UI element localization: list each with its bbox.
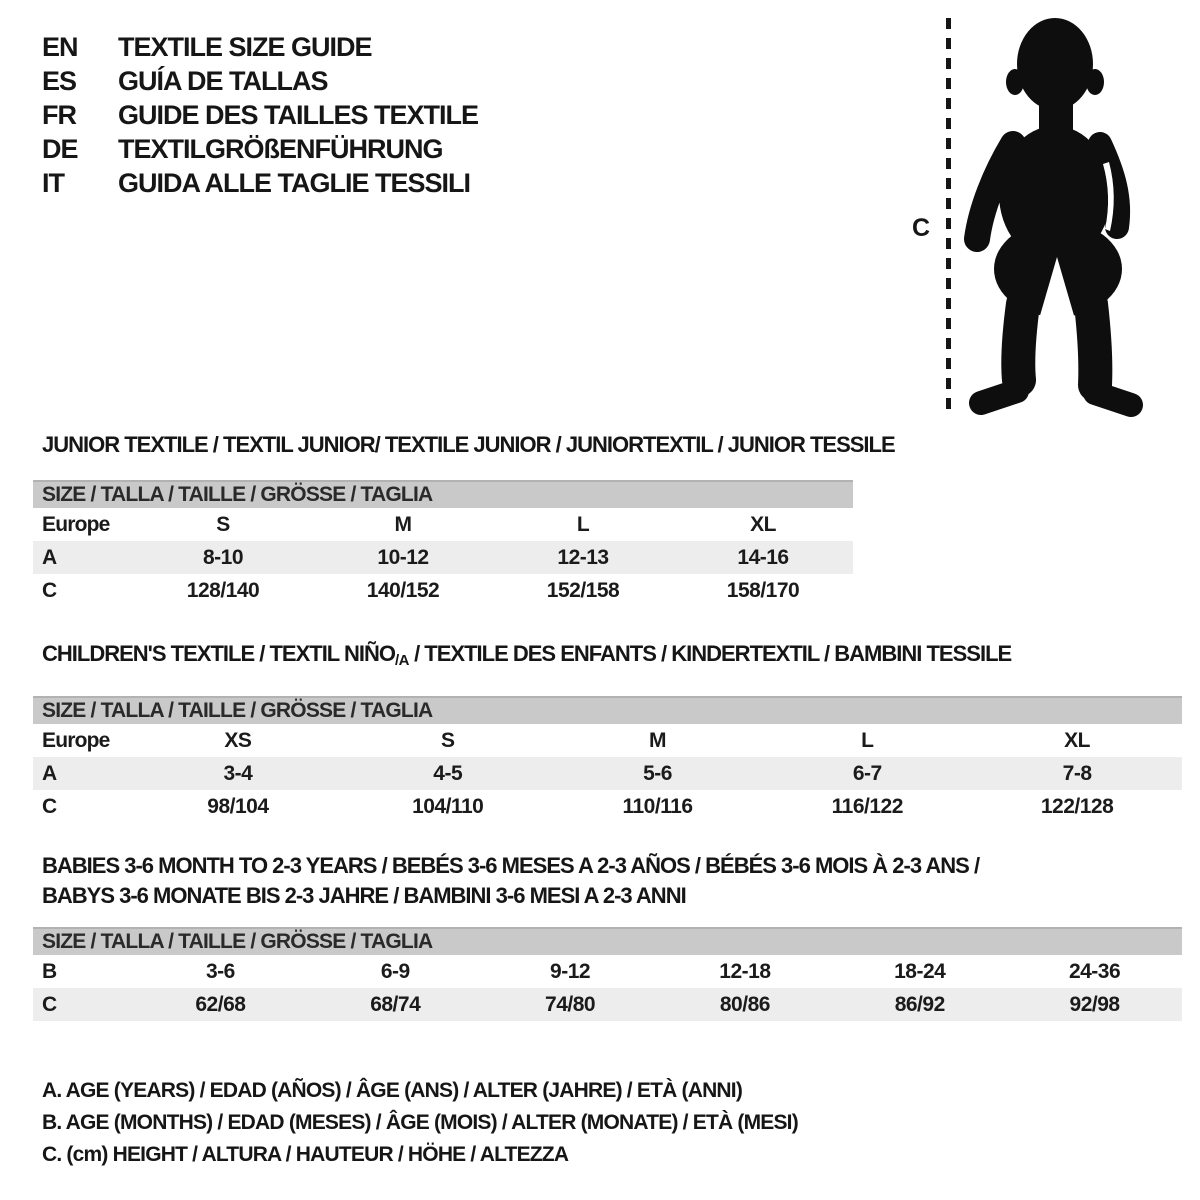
language-code: ES [42,66,77,96]
section-babies-textile [33,851,1182,1021]
language-code: DE [42,134,78,164]
size-cell: L [576,512,590,536]
size-cell: 80/86 [719,992,770,1016]
language-title: GUIDA ALLE TAGLIE TESSILI [118,168,470,198]
size-cell: XL [750,512,776,536]
size-cell: 122/128 [1040,794,1114,818]
size-cell: 8-10 [202,545,244,569]
language-code: EN [42,32,78,62]
language-row [42,98,478,132]
legend-line-a: A. AGE (YEARS) / EDAD (AÑOS) / ÂGE (ANS) / ALTER (JAHRE) / ETÀ (ANNI) [42,1079,743,1102]
language-title-block [42,30,478,200]
language-row [42,132,478,166]
row-label: Europe [42,728,110,752]
size-header-bar: SIZE / TALLA / TAILLE / GRÖSSE / TAGLIA [33,927,1182,955]
legend-line-c: C. (cm) HEIGHT / ALTURA / HAUTEUR / HÖHE / ALTEZZA [42,1143,569,1166]
size-header-bar: SIZE / TALLA / TAILLE / GRÖSSE / TAGLIA [33,480,853,508]
heading-text: CHILDREN'S TEXTILE / TEXTIL NIÑO [42,641,395,666]
size-cell: 18-24 [894,959,946,983]
baby-silhouette [955,14,1155,424]
heading-text: / TEXTILE DES ENFANTS / KINDERTEXTIL / BAMBINI TESSILE [408,641,1012,666]
size-cell: 152/158 [546,578,620,602]
size-cell: 98/104 [207,794,269,818]
section-junior-textile [33,432,895,607]
size-cell: 6-9 [380,959,410,983]
row-label: A [42,761,57,785]
size-cell: 12-13 [557,545,609,569]
size-cell: 12-18 [719,959,771,983]
size-cell: XS [224,728,252,752]
row-label: B [42,959,57,983]
row-label: C [42,578,57,602]
measure-label-c: C [912,214,931,242]
size-cell: M [394,512,412,536]
size-table-row [33,955,1182,988]
size-cell: 62/68 [195,992,246,1016]
size-cell: 7-8 [1062,761,1092,785]
size-table-row [33,541,853,574]
size-header-bar: SIZE / TALLA / TAILLE / GRÖSSE / TAGLIA [33,696,1182,724]
language-code: IT [42,168,64,198]
section-heading: BABIES 3-6 MONTH TO 2-3 YEARS / BEBÉS 3-6 MESES A 2-3 AÑOS / BÉBÉS 3-6 MOIS À 2-3 ANS / [42,853,980,878]
size-table [33,724,1182,823]
size-cell: 110/116 [622,794,693,818]
size-cell: 92/98 [1069,992,1120,1016]
size-table [33,508,853,607]
size-table [33,955,1182,1021]
language-title: TEXTILGRÖßENFÜHRUNG [118,134,443,164]
language-row [42,30,478,64]
language-code: FR [42,100,76,130]
size-cell: 3-6 [205,959,235,983]
language-row [42,166,478,200]
size-cell: 74/80 [545,992,596,1016]
section-heading: BABYS 3-6 MONATE BIS 2-3 JAHRE / BAMBINI 3-6 MESI A 2-3 ANNI [42,883,686,908]
size-table-row [33,757,1182,790]
baby-figure [900,0,1200,440]
section-heading: JUNIOR TEXTILE / TEXTIL JUNIOR/ TEXTILE JUNIOR / JUNIORTEXTIL / JUNIOR TESSILE [42,432,895,457]
language-row [42,64,478,98]
size-cell: 86/92 [894,992,945,1016]
row-label: C [42,794,57,818]
size-table-row [33,574,853,607]
size-table-row [33,790,1182,823]
legend-block [42,1075,798,1171]
size-table-row [33,724,1182,757]
language-title: TEXTILE SIZE GUIDE [118,32,372,62]
size-cell: S [440,728,455,752]
legend-line-b: B. AGE (MONTHS) / EDAD (MESES) / ÂGE (MOIS) / ALTER (MONATE) / ETÀ (MESI) [42,1111,798,1134]
size-cell: 5-6 [643,761,672,785]
size-cell: 140/152 [366,578,440,602]
language-title: GUIDE DES TAILLES TEXTILE [118,100,479,130]
size-cell: S [216,512,230,536]
size-cell: XL [1064,728,1091,752]
size-cell: 6-7 [852,761,882,785]
size-cell: 4-5 [433,761,463,785]
size-cell: M [648,728,666,752]
size-table-row [33,508,853,541]
row-label: C [42,992,57,1016]
size-cell: 68/74 [370,992,421,1016]
size-cell: 158/170 [726,578,800,602]
language-title: GUÍA DE TALLAS [118,66,328,96]
size-cell: 3-4 [223,761,253,785]
size-cell: 104/110 [412,794,484,818]
size-cell: 128/140 [186,578,260,602]
row-label: A [42,545,57,569]
size-cell: 24-36 [1068,959,1121,983]
size-cell: 10-12 [377,545,429,569]
section-childrens-textile [33,643,1182,823]
heading-subscript: /A [394,652,409,669]
size-cell: 14-16 [737,545,789,569]
row-label: Europe [42,512,110,536]
size-table-row [33,988,1182,1021]
height-measure-dashed-line [946,18,951,416]
size-cell: 9-12 [550,959,591,983]
size-cell: L [861,728,874,752]
size-cell: 116/122 [831,794,903,818]
section-heading [42,643,1182,672]
